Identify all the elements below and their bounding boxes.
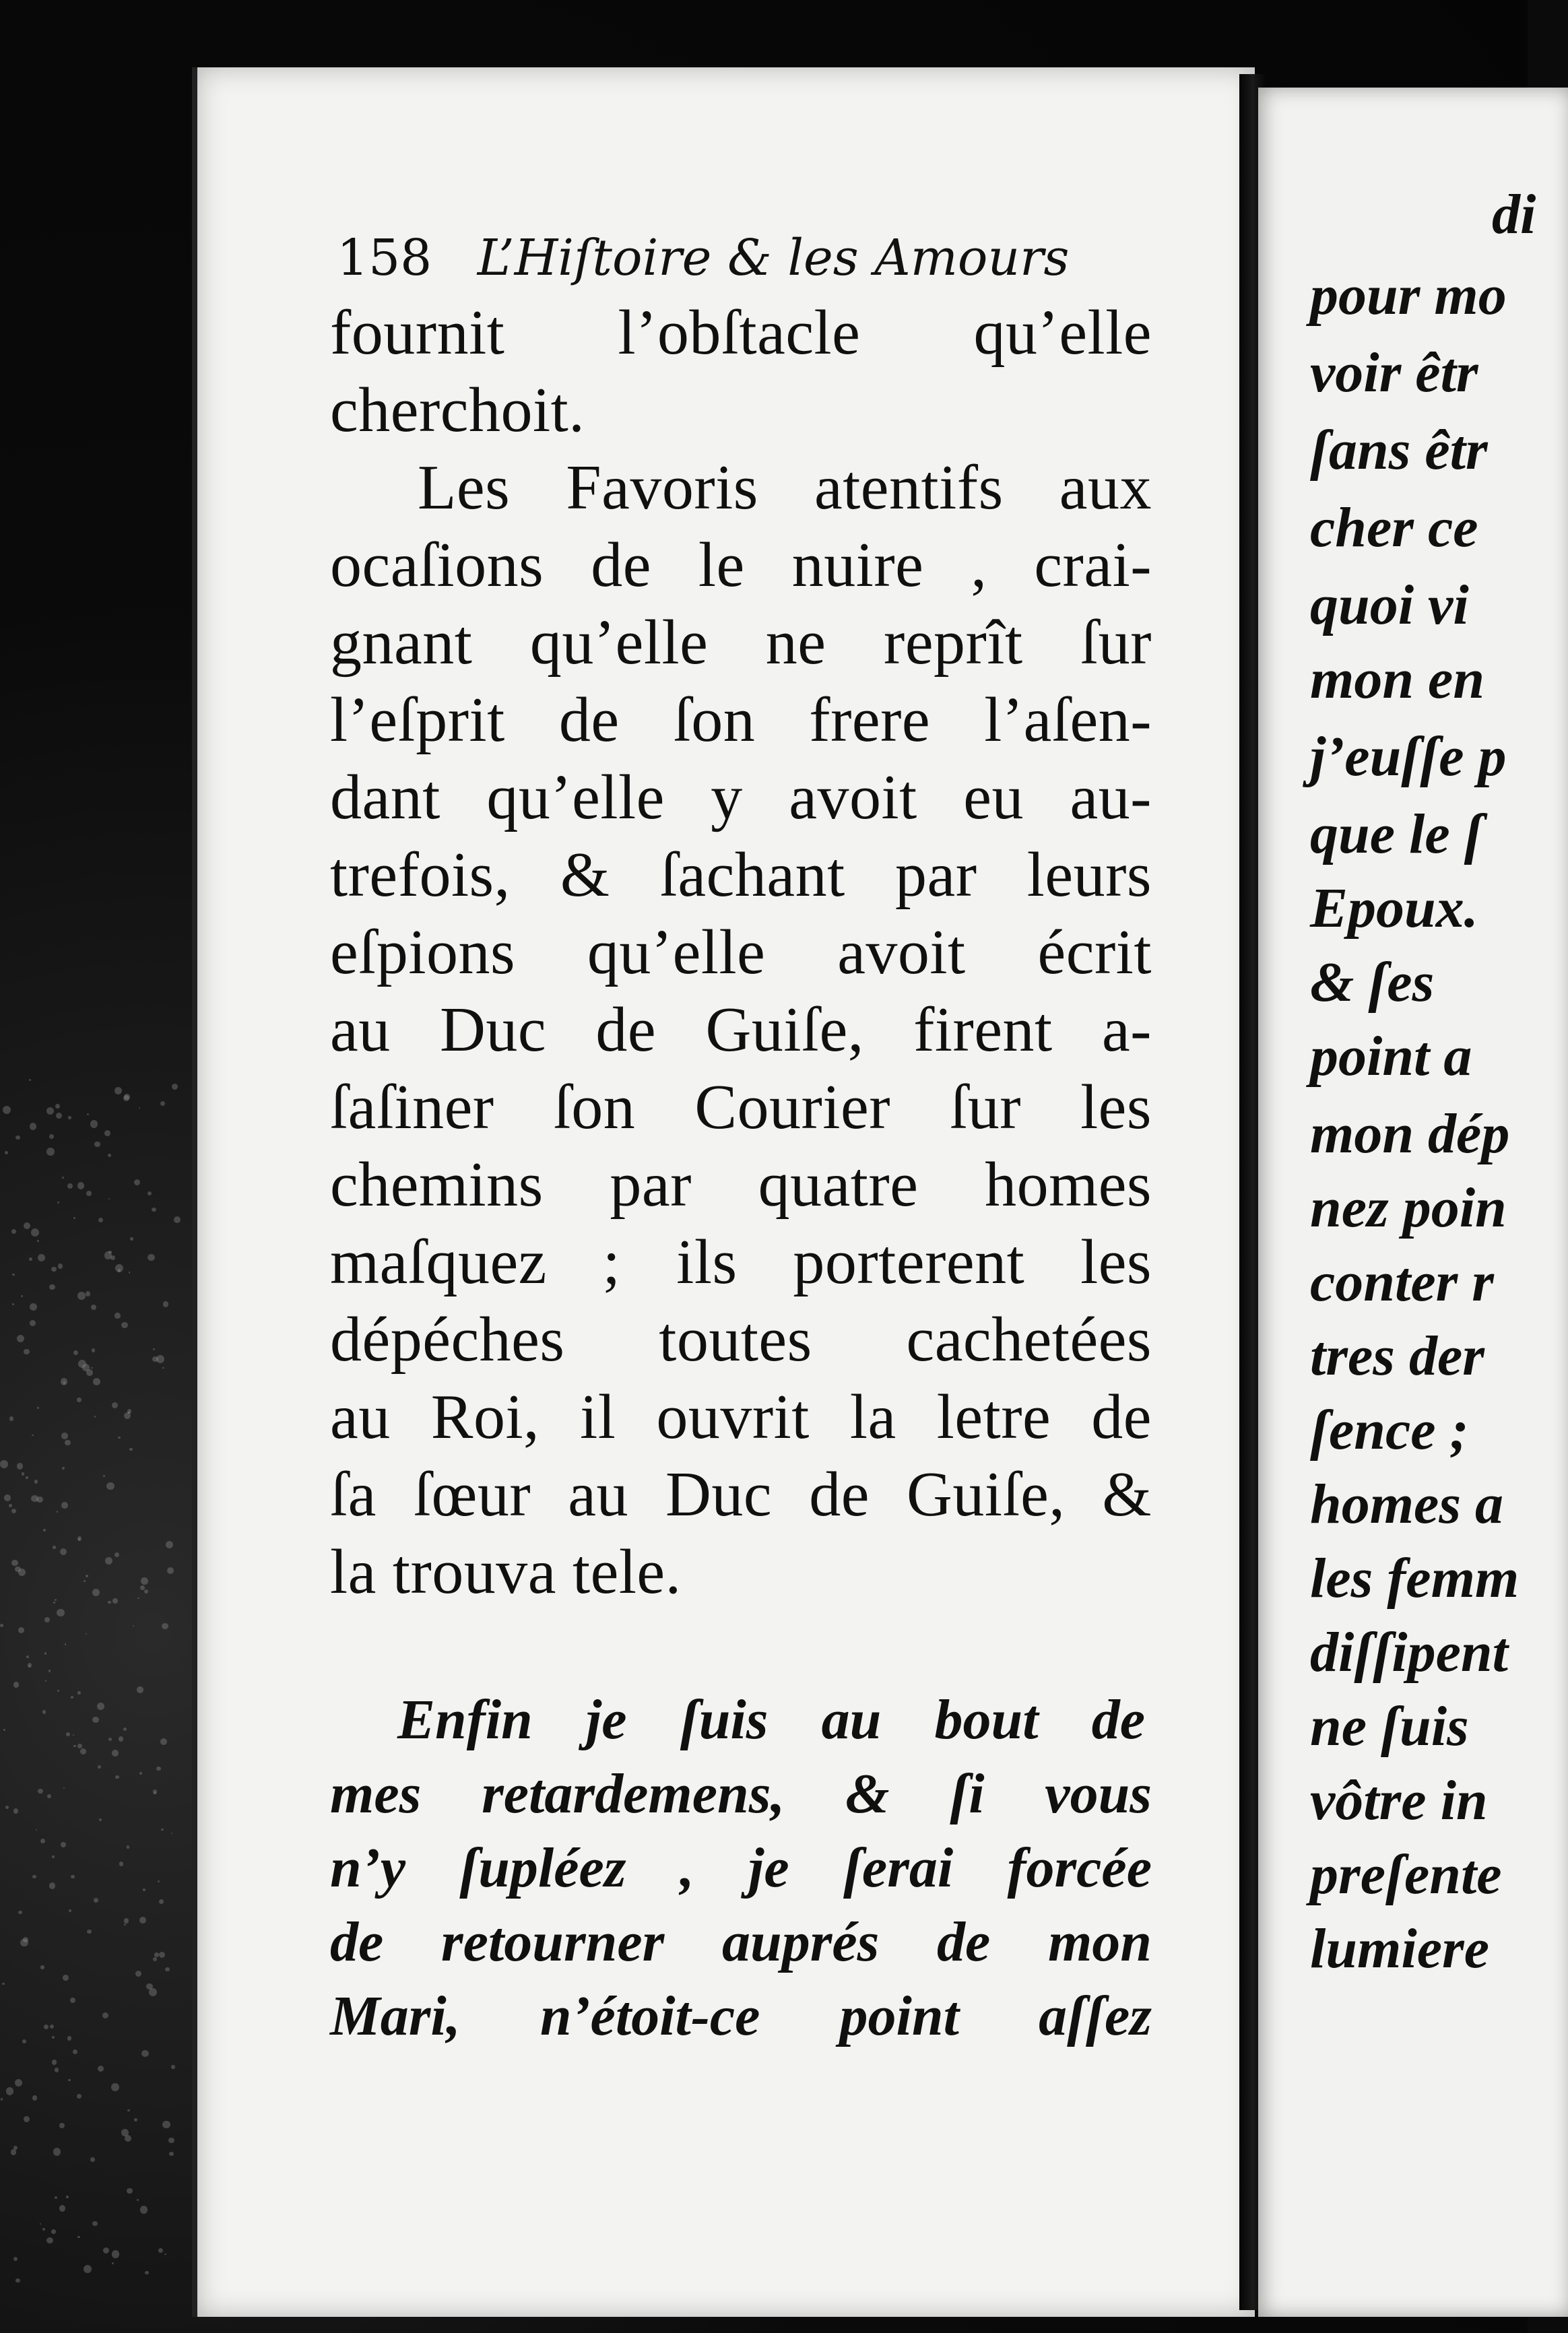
film-speck (169, 2152, 174, 2157)
film-speck (13, 2257, 18, 2261)
film-speck (53, 2148, 61, 2155)
film-speck (134, 1179, 140, 1185)
right-page-line: homes a (1310, 1473, 1504, 1536)
right-page-line: mon dép (1310, 1103, 1510, 1165)
film-speck (44, 2025, 48, 2029)
film-speck (52, 1855, 54, 1858)
film-speck (77, 1398, 81, 1402)
film-speck (108, 1154, 111, 1157)
film-speck (57, 1511, 58, 1512)
text-line: ocaſions de le nuire , crai- (330, 530, 1152, 600)
film-speck (112, 2250, 119, 2258)
film-speck (94, 1898, 98, 1903)
film-speck (127, 2188, 133, 2194)
film-speck (139, 1107, 140, 1109)
film-speck (103, 1475, 105, 1477)
film-speck (68, 2079, 70, 2081)
film-speck (129, 1448, 132, 1451)
film-speck (40, 2223, 41, 2225)
text-line: cherchoit. (330, 375, 585, 445)
film-speck (2, 1983, 4, 1985)
film-speck (71, 1875, 75, 1879)
film-speck (112, 1750, 118, 1756)
film-speck (61, 1842, 66, 1847)
film-speck (40, 1965, 44, 1969)
film-speck (55, 1104, 60, 1109)
film-speck (55, 1599, 57, 1601)
film-speck (56, 1113, 62, 1119)
film-speck (162, 1623, 168, 1630)
film-speck (162, 1367, 164, 1369)
film-speck (129, 1272, 131, 1274)
film-speck (37, 1240, 39, 1242)
film-speck (9, 1504, 11, 1507)
film-speck (52, 2060, 57, 2065)
film-speck (11, 2149, 17, 2155)
film-speck (15, 1136, 20, 1140)
film-speck (140, 2206, 148, 2214)
film-speck (17, 1463, 24, 1470)
film-speck (97, 1703, 104, 1710)
film-speck (5, 1151, 8, 1154)
right-page-line: diſſipent (1310, 1621, 1508, 1684)
film-speck (84, 2265, 92, 2273)
text-line: dant qu’elle y avoit eu au- (330, 762, 1152, 832)
film-speck (70, 1998, 75, 2003)
right-page-line: pour mo (1310, 264, 1507, 327)
film-speck (62, 1177, 64, 1179)
film-speck (141, 2050, 148, 2057)
film-speck (55, 2068, 59, 2072)
film-speck (77, 2236, 79, 2238)
film-speck (65, 1440, 70, 1445)
film-speck (92, 1348, 95, 1352)
text-line: maſquez ; ils porterent les (330, 1227, 1152, 1297)
film-speck (108, 1738, 112, 1741)
text-line: fournit l’obſtacle qu’elle (330, 298, 1152, 368)
film-speck (143, 1888, 145, 1891)
film-speck (108, 1251, 112, 1254)
film-speck (91, 1305, 97, 1311)
film-speck (18, 1569, 26, 1576)
film-speck (159, 1952, 166, 1959)
film-speck (4, 1494, 11, 1501)
right-page-line: ſence ; (1310, 1399, 1469, 1461)
film-speck (38, 1254, 45, 1261)
film-speck (0, 1624, 3, 1627)
text-line: l’eſprit de ſon frere l’aſen- (330, 685, 1152, 755)
film-speck (15, 2278, 20, 2282)
film-speck (146, 1983, 153, 1990)
film-speck (67, 2036, 71, 2040)
film-speck (98, 1765, 101, 1769)
film-speck (18, 1911, 22, 1914)
film-speck (3, 1729, 5, 1731)
film-speck (137, 1686, 143, 1693)
film-speck (106, 1482, 115, 1490)
film-speck (112, 2262, 114, 2264)
film-speck (141, 1577, 148, 1585)
film-speck (156, 1767, 160, 1771)
film-speck (73, 1350, 78, 1355)
film-speck (152, 1208, 156, 1212)
film-speck (28, 1663, 32, 1668)
film-speck (148, 1191, 152, 1195)
film-speck (63, 1787, 65, 1789)
film-speck (104, 1130, 110, 1136)
right-page-line: j’euſſe p (1310, 725, 1507, 788)
right-page-line: que le ſ (1310, 803, 1483, 865)
right-page-line: di (1492, 183, 1536, 246)
film-speck (127, 2109, 129, 2111)
film-speck (135, 1971, 141, 1977)
right-page-line: cher ce (1310, 496, 1478, 559)
film-speck (34, 1480, 38, 1484)
film-speck (5, 1806, 9, 1809)
film-speck (112, 1598, 118, 1604)
film-speck (1, 2098, 3, 2101)
film-speck (37, 1407, 38, 1408)
film-speck (71, 1696, 74, 1699)
film-speck (165, 1967, 170, 1972)
film-speck (48, 1670, 51, 1672)
text-line: chemins par quatre homes (330, 1150, 1152, 1220)
film-speck (51, 1267, 57, 1272)
right-page-line: preſente (1310, 1843, 1502, 1906)
film-speck (15, 2079, 23, 2087)
film-speck (57, 1609, 65, 1617)
film-speck (22, 1472, 24, 1475)
film-speck (158, 2248, 163, 2253)
film-speck (44, 1652, 46, 1654)
film-speck (40, 1839, 45, 1843)
text-line: ſa ſœur au Duc de Guiſe, & (330, 1459, 1152, 1530)
film-speck (66, 1732, 70, 1736)
film-speck (163, 1301, 169, 1307)
film-speck (59, 2205, 65, 2211)
film-speck (92, 2221, 97, 2226)
film-speck (119, 1736, 123, 1741)
film-speck (32, 1435, 33, 1436)
film-speck (65, 1643, 67, 1645)
film-speck (68, 1116, 71, 1119)
film-speck (115, 1775, 119, 1779)
film-speck (87, 1930, 91, 1934)
film-speck (59, 2123, 65, 2128)
text-line: gnant qu’elle ne reprît ſur (330, 607, 1152, 678)
film-speck (123, 1728, 127, 1731)
film-speck (134, 2118, 137, 2122)
film-speck (46, 1148, 55, 1156)
film-speck (105, 1557, 112, 1565)
film-speck (124, 1924, 127, 1926)
film-speck (11, 1509, 16, 1513)
text-line: au Roi, il ouvrit la letre de (330, 1382, 1152, 1452)
film-speck (57, 1690, 59, 1692)
film-speck (51, 2229, 56, 2234)
film-speck (127, 1409, 132, 1414)
film-speck (73, 1217, 75, 1219)
film-speck (73, 1734, 74, 1736)
film-speck (61, 1502, 68, 1509)
right-page-line: & ſes (1310, 951, 1435, 1014)
film-speck (92, 1589, 100, 1596)
film-speck (171, 2065, 174, 2068)
film-speck (42, 2228, 45, 2231)
film-speck (52, 2036, 55, 2039)
film-speck (24, 1222, 30, 1229)
film-speck (29, 1257, 32, 1260)
film-speck (77, 1292, 86, 1300)
right-page-line: vôtre in (1310, 1769, 1488, 1832)
film-speck (36, 1497, 43, 1503)
film-speck (61, 1433, 68, 1439)
film-speck (60, 1548, 67, 1555)
film-speck (53, 1546, 55, 1548)
film-speck (11, 1560, 18, 1567)
film-speck (11, 1229, 16, 1234)
film-speck (47, 1794, 51, 1798)
film-speck (53, 1602, 55, 1604)
film-speck (90, 2157, 95, 2162)
film-speck (77, 2094, 81, 2099)
film-speck (133, 1625, 134, 1626)
film-speck (55, 2196, 57, 2199)
right-page-line: ne ſuis (1310, 1695, 1469, 1758)
film-speck (98, 1218, 103, 1222)
film-speck (167, 1567, 174, 1574)
film-speck (45, 1680, 47, 1682)
film-speck (49, 1134, 54, 1139)
film-speck (69, 1909, 71, 1912)
film-speck (172, 1084, 178, 1090)
film-speck (102, 2012, 109, 2019)
film-speck (137, 2199, 139, 2201)
running-head (337, 229, 1145, 287)
film-speck (91, 1367, 93, 1369)
text-line: ſaſiner ſon Courier ſur les (330, 1072, 1152, 1142)
film-speck (86, 1633, 87, 1635)
film-speck (30, 1123, 36, 1129)
film-speck (90, 1120, 98, 1128)
running-title: L’Hiſtoire & les Amours (477, 229, 1070, 287)
film-speck (66, 2196, 68, 2198)
film-speck (49, 1284, 55, 1290)
letter-line: mes retardemens, & ſi vous (330, 1763, 1152, 1825)
film-speck (137, 1598, 139, 1599)
film-speck (130, 1237, 133, 1240)
film-speck (99, 1818, 102, 1821)
text-line: trefois, & ſachant par leurs (330, 840, 1152, 910)
film-speck (140, 1585, 145, 1590)
film-speck (87, 1113, 89, 1115)
text-line: Les Favoris atentifs aux (418, 453, 1152, 523)
film-speck (159, 1899, 164, 1904)
film-speck (115, 1313, 120, 1318)
right-page-line: mon en (1310, 648, 1485, 711)
film-speck (111, 2083, 119, 2091)
text-line: au Duc de Guiſe, firent a- (330, 995, 1152, 1065)
film-speck (103, 2247, 109, 2254)
film-speck (29, 1079, 31, 1081)
film-speck (24, 1349, 30, 1355)
film-speck (161, 1829, 164, 1831)
film-speck (127, 1845, 129, 1848)
film-speck (17, 1335, 24, 1342)
film-speck (62, 1467, 65, 1470)
film-speck (26, 1476, 28, 1478)
letter-line: Enfin je ſuis au bout de (397, 1688, 1145, 1751)
film-speck (44, 1617, 50, 1622)
film-speck (13, 1682, 20, 1688)
film-speck (36, 1829, 37, 1831)
film-speck (115, 1087, 122, 1094)
film-speck (139, 1772, 142, 1775)
film-speck (139, 1917, 146, 1924)
right-page-line: quoi vi (1310, 574, 1469, 636)
film-speck (43, 1529, 46, 1532)
film-speck (31, 1228, 39, 1237)
film-speck (6, 2087, 13, 2095)
film-speck (166, 1541, 173, 1548)
film-speck (94, 1416, 96, 1417)
film-speck (144, 1589, 148, 1593)
right-page-line: lumiere (1310, 1917, 1489, 1980)
film-speck (21, 1295, 23, 1297)
film-speck (124, 1918, 129, 1924)
right-page-line: tres der (1310, 1325, 1484, 1387)
film-speck (118, 1437, 121, 1439)
film-speck (77, 1744, 82, 1748)
right-page-line: conter r (1310, 1251, 1494, 1313)
film-speck (9, 1416, 14, 1421)
film-speck (12, 1274, 15, 1276)
film-speck (86, 1191, 92, 1197)
film-speck (67, 1183, 73, 1189)
film-speck (77, 1536, 82, 1541)
film-speck (3, 1106, 11, 1114)
film-speck (77, 1182, 85, 1189)
film-speck (22, 2039, 27, 2044)
film-speck (86, 1291, 91, 1296)
film-speck (26, 1655, 29, 1658)
film-speck (171, 1833, 172, 1834)
film-speck (63, 1975, 69, 1981)
film-speck (164, 2254, 166, 2256)
film-speck (46, 2237, 53, 2243)
film-speck (73, 2049, 77, 2054)
film-speck (160, 1101, 166, 1107)
film-speck (0, 1460, 7, 1468)
film-speck (125, 2135, 131, 2142)
right-page-line: Epoux. (1310, 877, 1478, 940)
right-page-line: voir êtr (1310, 341, 1478, 404)
page-number: 158 (337, 229, 432, 287)
letter-line: n’y ſupléez , je ſerai forcée (330, 1837, 1152, 1899)
film-speck (32, 2095, 38, 2101)
film-speck (77, 1691, 80, 1694)
film-speck (93, 1378, 100, 1385)
film-speck (63, 1381, 65, 1383)
right-page-line: point a (1310, 1025, 1472, 1088)
film-speck (13, 1808, 18, 1813)
letter-line: de retourner auprés de mon (330, 1911, 1152, 1973)
film-speck (30, 1320, 36, 1326)
film-speck (158, 1880, 160, 1882)
film-speck (154, 1952, 158, 1957)
film-speck (153, 1957, 157, 1961)
film-speck (73, 1745, 76, 1748)
right-page-line: ſans êtr (1310, 419, 1488, 482)
film-speck (108, 1601, 111, 1604)
film-speck (98, 2066, 104, 2072)
film-speck (42, 1710, 46, 1713)
film-speck (160, 1738, 167, 1745)
film-speck (174, 1216, 181, 1223)
film-speck (162, 2121, 170, 2129)
film-speck (145, 2271, 148, 2274)
film-speck (12, 1303, 14, 1305)
film-speck (92, 1717, 98, 1723)
film-speck (115, 1264, 123, 1272)
film-speck (123, 1095, 129, 1101)
film-speck (18, 1627, 24, 1633)
film-speck (32, 1875, 36, 1879)
film-speck (80, 1748, 86, 1754)
film-speck (46, 1107, 54, 1115)
text-line: la trouva tele. (330, 1537, 682, 1607)
film-speck (24, 2116, 30, 2122)
film-speck (153, 1348, 155, 1350)
film-speck (49, 1882, 56, 1889)
film-speck (121, 1322, 128, 1329)
film-speck (110, 1255, 115, 1260)
right-page-line: nez poin (1310, 1177, 1507, 1239)
film-speck (119, 1862, 123, 1866)
right-page-line: les femm (1310, 1547, 1520, 1610)
film-speck (30, 1303, 37, 1311)
text-line: eſpions qu’elle avoit écrit (330, 917, 1152, 987)
film-speck (86, 1369, 93, 1376)
film-speck (38, 1789, 43, 1794)
film-speck (20, 1939, 28, 1946)
film-speck (58, 1263, 63, 1268)
film-speck (148, 1254, 154, 1261)
film-speck (86, 1575, 88, 1577)
film-speck (94, 1142, 100, 1147)
film-speck (84, 1580, 86, 1582)
text-line: dépéches toutes cachetées (330, 1305, 1152, 1375)
film-speck (112, 1402, 118, 1408)
film-speck (108, 1198, 110, 1200)
film-speck (57, 1202, 59, 1204)
film-speck (168, 2138, 174, 2144)
letter-line: Mari, n’étoit-ce point aſſez (330, 1985, 1152, 2047)
film-speck (115, 1552, 120, 1558)
film-speck (153, 1789, 158, 1794)
film-speck (50, 2025, 54, 2029)
film-speck (156, 1355, 164, 1363)
